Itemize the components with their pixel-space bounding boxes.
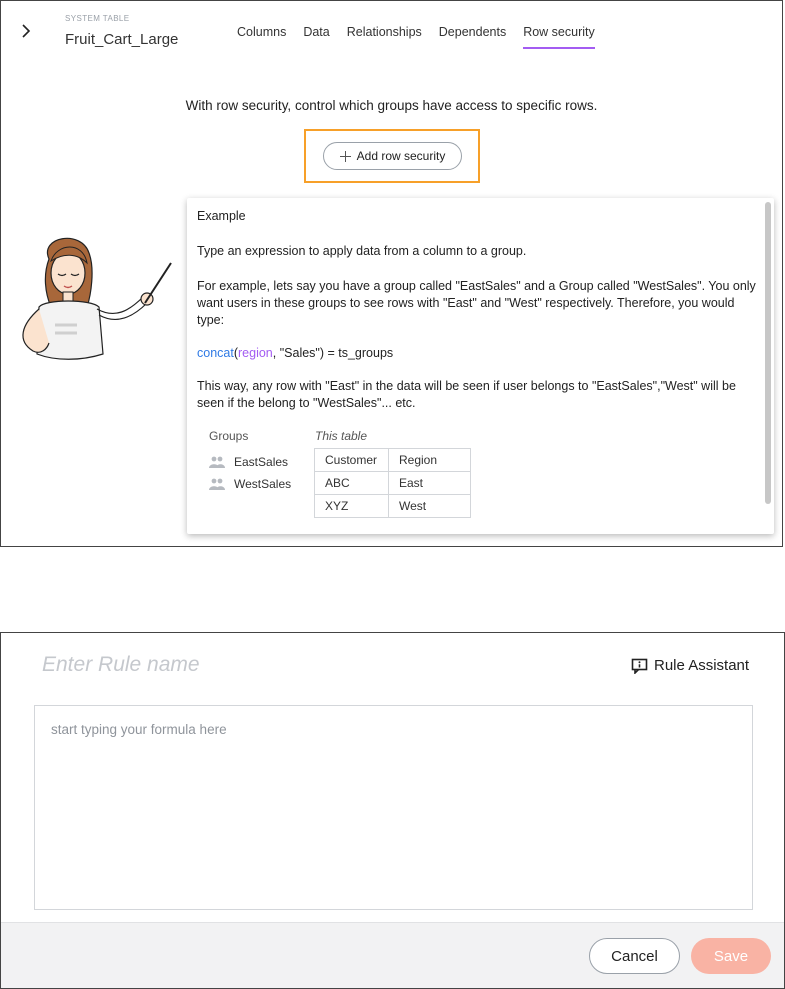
table-cell: West <box>389 495 471 518</box>
table-cell: East <box>389 472 471 495</box>
add-row-security-label: Add row security <box>356 149 446 163</box>
example-table <box>314 448 471 518</box>
rule-assistant-label: Rule Assistant <box>654 657 750 674</box>
rule-name-input[interactable]: Enter Rule name <box>42 653 200 676</box>
groups-list <box>209 429 291 495</box>
rule-assistant-icon <box>631 658 648 674</box>
row-security-intro: With row security, control which groups have access to specific rows. <box>185 98 598 113</box>
table-cell: ABC <box>315 472 389 495</box>
formula-editor[interactable] <box>34 705 753 910</box>
example-card <box>187 198 774 534</box>
system-table-label: SYSTEM TABLE <box>65 14 130 23</box>
plus-icon <box>340 151 351 162</box>
group-name: WestSales <box>234 477 292 491</box>
table-cell: XYZ <box>315 495 389 518</box>
example-explanation: This way, any row with "East" in the data will be seen if user belongs to "EastSales","West" will be seen if the belong to "WestSales"... etc. <box>197 379 736 410</box>
table-cell: Region <box>389 449 471 472</box>
this-table-label: This table <box>315 429 368 443</box>
group-item <box>209 451 291 473</box>
card-scrollbar[interactable] <box>765 202 771 504</box>
save-button[interactable]: Save <box>691 938 771 974</box>
presenter-illustration <box>11 229 186 369</box>
group-icon <box>209 456 225 468</box>
rule-assistant-button[interactable] <box>631 657 749 674</box>
formula-rest: , "Sales") = ts_groups <box>272 346 394 360</box>
example-formula <box>197 345 760 362</box>
formula-function: concat <box>197 346 234 360</box>
example-title: Example <box>197 209 246 223</box>
cancel-button[interactable]: Cancel <box>589 938 680 974</box>
table-row <box>315 495 471 518</box>
example-description: For example, lets say you have a group called "EastSales" and a Group called "WestSales". You only want users in these groups to see rows with "East" and "West" respectively. Therefore, you would type: <box>197 279 756 327</box>
table-name: Fruit_Cart_Large <box>65 31 179 48</box>
table-cell: Customer <box>315 449 389 472</box>
example-intro-line: Type an expression to apply data from a column to a group. <box>197 244 527 258</box>
tab-data[interactable]: Data <box>303 25 330 39</box>
table-row <box>315 449 471 472</box>
add-row-security-button[interactable] <box>323 142 462 170</box>
formula-placeholder: start typing your formula here <box>51 722 227 737</box>
tab-columns[interactable]: Columns <box>237 25 287 39</box>
groups-header: Groups <box>209 429 249 443</box>
chevron-right-icon[interactable] <box>18 21 34 41</box>
tab-row-security[interactable]: Row security <box>523 25 595 49</box>
editor-footer <box>1 922 785 989</box>
tab-bar <box>237 25 612 49</box>
rule-editor-panel <box>0 632 785 989</box>
group-icon <box>209 478 225 490</box>
group-name: EastSales <box>234 455 289 469</box>
formula-open-paren: ( <box>233 346 239 360</box>
group-item <box>209 473 291 495</box>
tab-relationships[interactable]: Relationships <box>346 25 422 39</box>
tab-dependents[interactable]: Dependents <box>438 25 507 39</box>
table-row <box>315 472 471 495</box>
formula-argument: region <box>238 346 273 360</box>
